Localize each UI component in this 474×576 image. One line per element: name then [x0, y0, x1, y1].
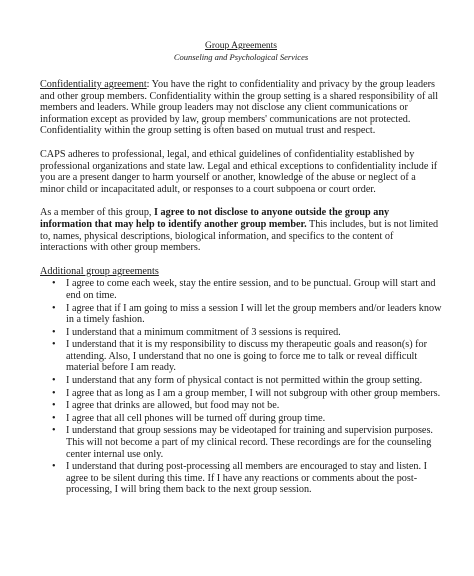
agreement-text: I understand that during post-processing all members are encouraged to stay and listen. I agree to be silent during this time. If I have any reactions or comments about the post-processing, I will bring them back to the next group session.	[66, 461, 427, 496]
document-page	[40, 40, 442, 497]
additional-heading: Additional group agreements	[40, 265, 159, 277]
bullet-icon: •	[52, 375, 56, 387]
agreement-text: I understand that any form of physical contact is not permitted within the group setting.	[66, 375, 423, 387]
document-subtitle: Counseling and Psychological Services	[173, 52, 309, 62]
agreement-item	[40, 461, 442, 496]
agreement-item	[40, 388, 442, 400]
agreement-item	[40, 303, 442, 326]
bullet-icon: •	[52, 400, 56, 412]
confidentiality-paragraph	[40, 79, 442, 137]
confidentiality-body: : You have the right to confidentiality and privacy by the group leaders and other group members. Confidentiality within the group setting is a shared responsibility of all members and leaders. While group leaders may not disclose any client communications or information except as provided by law, group members' communications are not protected. Confidentiality within the group setting is often based on mutual trust and respect.	[40, 79, 439, 137]
bullet-icon: •	[52, 461, 56, 473]
agreement-item	[40, 375, 442, 387]
agreement-text: I understand that it is my responsibility to discuss my therapeutic goals and reason(s) for attending. Also, I understand that no one is going to force me to talk or reveal difficult material before I am ready.	[66, 339, 428, 374]
member-start: As a member of this group,	[40, 207, 155, 219]
bullet-icon: •	[52, 339, 56, 351]
confidentiality-lead: Confidentiality agreement	[40, 79, 147, 90]
caps-paragraph: CAPS adheres to professional, legal, and ethical guidelines of confidentiality established by professional organizations and state law. Legal and ethical exceptions to confidentiality include if you are a present danger to harm yourself or another, knowledge of the abuse or neglect of a minor child or incapacitated adult, or responses to a court subpoena or court order.	[40, 148, 438, 195]
bullet-icon: •	[52, 278, 56, 290]
agreement-item	[40, 425, 442, 460]
agreement-item	[40, 400, 442, 412]
member-paragraph	[40, 207, 442, 253]
agreement-item	[40, 278, 442, 301]
agreement-text: I understand that group sessions may be videotaped for training and supervision purposes. This will not become a part of my clinical record. These recordings are for the counseling center internal use only.	[66, 425, 433, 460]
agreement-text: I understand that a minimum commitment of 3 sessions is required.	[66, 326, 341, 338]
agreement-text: I agree that drinks are allowed, but food may not be.	[66, 400, 280, 412]
agreement-text: I agree that if I am going to miss a session I will let the group members and/or leaders know in a timely fashion.	[66, 302, 442, 326]
bullet-icon: •	[52, 425, 56, 437]
agreement-text: I agree to come each week, stay the entire session, and to be punctual. Group will start and end on time.	[66, 278, 436, 301]
document-title: Group Agreements	[204, 41, 278, 51]
bullet-icon: •	[52, 412, 56, 424]
bullet-icon: •	[52, 387, 56, 399]
agreement-text: I agree that as long as I am a group member, I will not subgroup with other group members.	[66, 387, 441, 399]
bullet-icon: •	[52, 302, 56, 314]
agreement-text: I agree that all cell phones will be turned off during group time.	[66, 412, 326, 424]
member-end: This includes, but is not limited to, names, physical descriptions, biological information, and specifics to the content of interactions with other group members.	[40, 218, 439, 254]
agreement-item	[40, 413, 442, 425]
member-bold-agreement: I agree to not disclose to anyone outside the group any information that may help to identify another group member.	[40, 207, 390, 230]
agreement-item	[40, 327, 442, 339]
agreement-item	[40, 339, 442, 374]
agreement-list	[40, 278, 442, 496]
bullet-icon: •	[52, 326, 56, 338]
